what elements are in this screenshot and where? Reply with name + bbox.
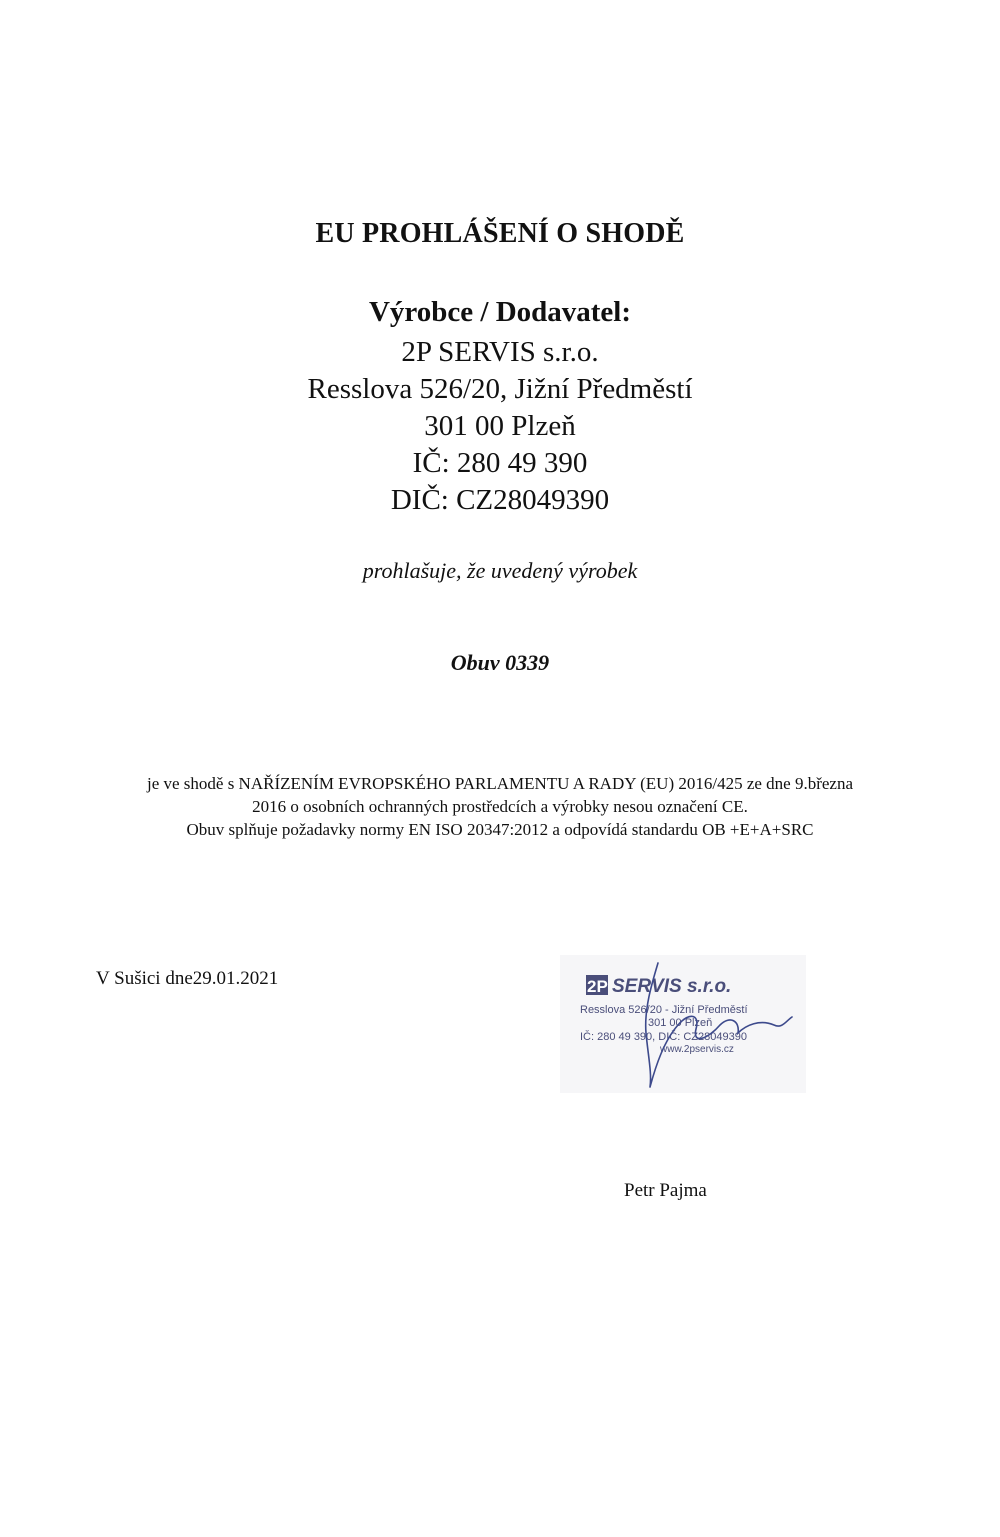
stamp-web: www.2pservis.cz bbox=[660, 1044, 734, 1055]
stamp-address: Resslova 526/20 - Jižní Předměstí bbox=[580, 1004, 748, 1016]
document-title: EU PROHLÁŠENÍ O SHODĚ bbox=[315, 218, 685, 249]
signatory-name: Petr Pajma bbox=[624, 1180, 707, 1201]
conformity-statement bbox=[100, 772, 900, 841]
stamp-company: SERVIS s.r.o. bbox=[612, 976, 732, 997]
manufacturer-dic: DIČ: CZ28049390 bbox=[390, 484, 610, 516]
company-stamp bbox=[560, 955, 806, 1093]
conformity-line: je ve shodě s NAŘÍZENÍM EVROPSKÉHO PARLAMENTU A RADY (EU) 2016/425 ze dne 9.března bbox=[146, 774, 854, 793]
conformity-line: 2016 o osobních ochranných prostředcích a výrobky nesou označení CE. bbox=[252, 797, 748, 816]
manufacturer-name: 2P SERVIS s.r.o. bbox=[401, 336, 599, 368]
manufacturer-city: 301 00 Plzeň bbox=[424, 410, 576, 442]
manufacturer-block bbox=[0, 334, 1000, 519]
stamp-logo: 2P bbox=[587, 977, 608, 996]
declaration-intro: prohlašuje, že uvedený výrobek bbox=[362, 558, 638, 583]
manufacturer-street: Resslova 526/20, Jižní Předměstí bbox=[307, 373, 693, 405]
stamp-ids: IČ: 280 49 390, DIČ: CZ28049390 bbox=[580, 1031, 747, 1043]
stamp-city: 301 00 Plzeň bbox=[648, 1017, 713, 1029]
manufacturer-heading: Výrobce / Dodavatel: bbox=[368, 296, 632, 328]
product-name: Obuv 0339 bbox=[450, 650, 550, 675]
place-and-date: V Sušici dne29.01.2021 bbox=[96, 968, 279, 989]
conformity-line: Obuv splňuje požadavky normy EN ISO 20347:2012 a odpovídá standardu OB +E+A+SRC bbox=[186, 820, 814, 839]
manufacturer-ic: IČ: 280 49 390 bbox=[412, 447, 588, 479]
